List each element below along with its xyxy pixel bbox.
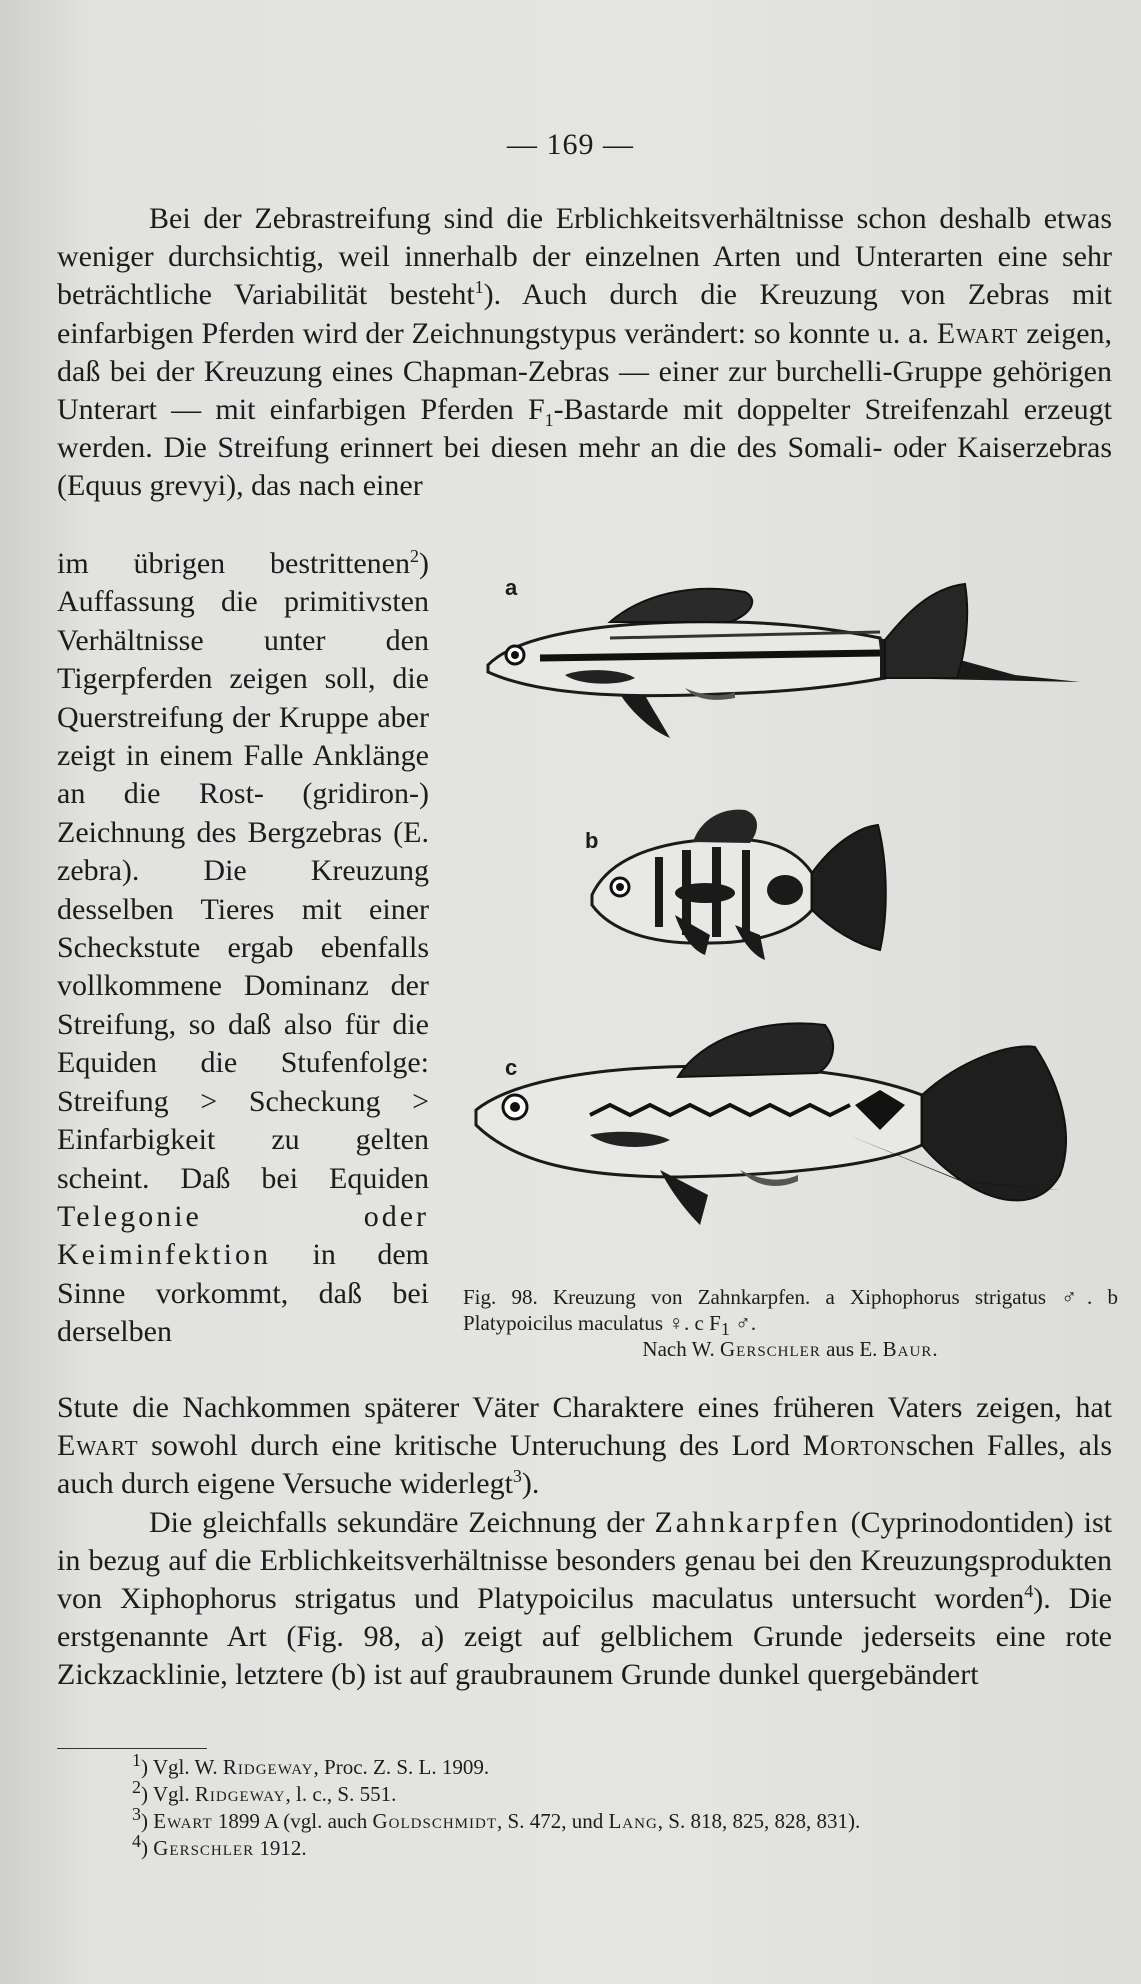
- footnote-ref-2: 2: [410, 546, 419, 566]
- caption-text: Fig. 98. Kreuzung von Zahnkarpfen. a Xiphophorus strigatus ♂. b Platypoicilus maculatus ♀. c F: [463, 1285, 1118, 1335]
- footnote-text: 1912.: [259, 1836, 307, 1860]
- fish-a-illustration: [460, 560, 1120, 790]
- figure-label-a: a: [505, 575, 518, 600]
- footnote-3: [57, 1804, 1112, 1835]
- text: zeigen, daß bei der Kreuzung eines Chapman-Zebras — einer zur burchelli-Gruppe gehörigen Unterart — mit einfarbigen Pferden F: [57, 316, 1113, 427]
- figure-caption: [463, 1284, 1118, 1362]
- text: schen Falles, als auch durch eigene Versuche widerlegt: [57, 1429, 1112, 1501]
- text: (Cyprinodontiden) ist in bezug auf die Erblichkeitsverhältnisse besonders genau bei den Kreuzungsprodukten von Xiphophorus strigatus und Platypoicilus maculatus untersucht worden: [57, 1505, 1113, 1616]
- text: im übrigen bestrittenen: [57, 547, 410, 580]
- text: Die gleichfalls sekundäre Zeichnung der: [149, 1505, 645, 1539]
- figure-98: [460, 560, 1120, 1280]
- footnote-author: Ridgeway: [194, 1782, 286, 1806]
- footnote-author: Lang: [608, 1809, 658, 1833]
- term-zahnkarpfen: Zahnkarpfen: [654, 1505, 841, 1539]
- text: ). Auch durch die Kreuzung von Zebras mit einfarbigen Pferden wird der Zeichnungstypus verändert: so konnte u. a.: [57, 278, 1112, 350]
- caption-subscript: 1: [720, 1319, 730, 1340]
- footnote-text: , S. 818, 825, 828, 831).: [657, 1809, 861, 1833]
- text: ) Auffassung die primitivsten Verhältnisse unter den Tigerpferden zeigen soll, die Querstreifung der Kruppe aber zeigt in einem Falle Anklänge an die Rost- (gridiron-) Zeichnung des Bergzebras (E. zebra). Die Kreuzung desselben Tieres mit einer Scheckstute ergab ebenfalls vollkommene Dominanz der Streifung, so daß also für die Equiden die Stufenfolge: Streifung > Scheckung > Einfarbigkeit zu gelten scheint. Daß bei Equiden: [57, 547, 429, 1195]
- footnote-text: ) Vgl. W.: [141, 1755, 218, 1779]
- footnote-ref-3: 3: [512, 1466, 522, 1487]
- footnote-1: [57, 1750, 1112, 1781]
- footnote-author: Ridgeway: [222, 1755, 314, 1779]
- subscript-1: 1: [544, 410, 554, 431]
- author-ewart: Ewart: [57, 1429, 139, 1463]
- footnote-mark: 1: [132, 1750, 141, 1770]
- paragraph-continuation: [57, 1389, 1112, 1695]
- footnote-rule: [57, 1748, 207, 1749]
- footnote-mark: 2: [132, 1777, 141, 1797]
- author-ewart: Ewart: [936, 316, 1019, 350]
- fish-c-illustration: [460, 1005, 1120, 1285]
- fish-b-illustration: [460, 785, 1120, 995]
- text: sowohl durch eine kritische Unteruchung des Lord: [151, 1429, 790, 1463]
- footnote-text: 1899 A (vgl. auch: [217, 1809, 368, 1833]
- footnote-text: , Proc. Z. S. L. 1909.: [313, 1755, 490, 1779]
- paragraph-zebrastreifung: [57, 200, 1112, 506]
- text: ).: [521, 1467, 540, 1501]
- page-number: — 169 —: [507, 128, 634, 161]
- footnote-ref-1: 1: [474, 277, 484, 298]
- footnote-text: , l. c., S. 551.: [285, 1782, 397, 1806]
- caption-text: ♂.: [735, 1311, 757, 1335]
- caption-author-gerschler: Gerschler: [719, 1337, 821, 1361]
- footnote-mark: 3: [132, 1804, 141, 1824]
- footnotes: [57, 1750, 1112, 1862]
- text: in dem Sinne vorkommt, daß bei derselben: [57, 1238, 429, 1349]
- footnote-author: Ewart: [153, 1809, 213, 1833]
- footnote-author: Goldschmidt: [372, 1809, 498, 1833]
- term-telegonie: Telegonie oder Keiminfektion: [57, 1199, 429, 1272]
- text: ). Die erstgenannte Art (Fig. 98, a) zeigt auf gelblichem Grunde jederseits eine rote Zickzacklinie, letztere (b) ist auf graubraunem Grunde dunkel quergebändert: [57, 1582, 1112, 1692]
- footnote-text: ) Vgl.: [141, 1782, 190, 1806]
- footnote-4: [57, 1831, 1112, 1862]
- footnote-author: Gerschler: [153, 1836, 255, 1860]
- footnote-text: ): [141, 1809, 148, 1833]
- footnote-mark: 4: [132, 1831, 141, 1851]
- caption-author-baur: Baur.: [882, 1337, 939, 1361]
- figure-label-c: c: [505, 1055, 518, 1080]
- text: -Bastarde mit doppelter Streifenzahl erzeugt werden. Die Streifung erinnert bei diesen mehr an die des Somali- oder Kaiserzebras (Equus grevyi), das nach einer: [57, 393, 1112, 503]
- footnote-text: , S. 472, und: [497, 1809, 604, 1833]
- footnote-ref-4: 4: [1024, 1581, 1034, 1602]
- text: Bei der Zebrastreifung sind die Erblichkeitsverhältnisse schon deshalb etwas weniger durchsichtig, weil innerhalb der einzelnen Arten und Unterarten eine sehr beträchtliche Variabilität besteht: [57, 202, 1112, 312]
- text: Stute die Nachkommen späterer Väter Charaktere eines früheren Vaters zeigen, hat: [57, 1391, 1112, 1424]
- author-morton: Morton: [802, 1429, 906, 1463]
- caption-text: Nach W.: [642, 1337, 715, 1361]
- figure-label-b: b: [585, 828, 599, 853]
- footnote-text: ): [141, 1836, 148, 1860]
- left-column-text: [57, 545, 429, 1352]
- caption-text: aus E.: [826, 1337, 878, 1361]
- footnote-2: [57, 1777, 1112, 1808]
